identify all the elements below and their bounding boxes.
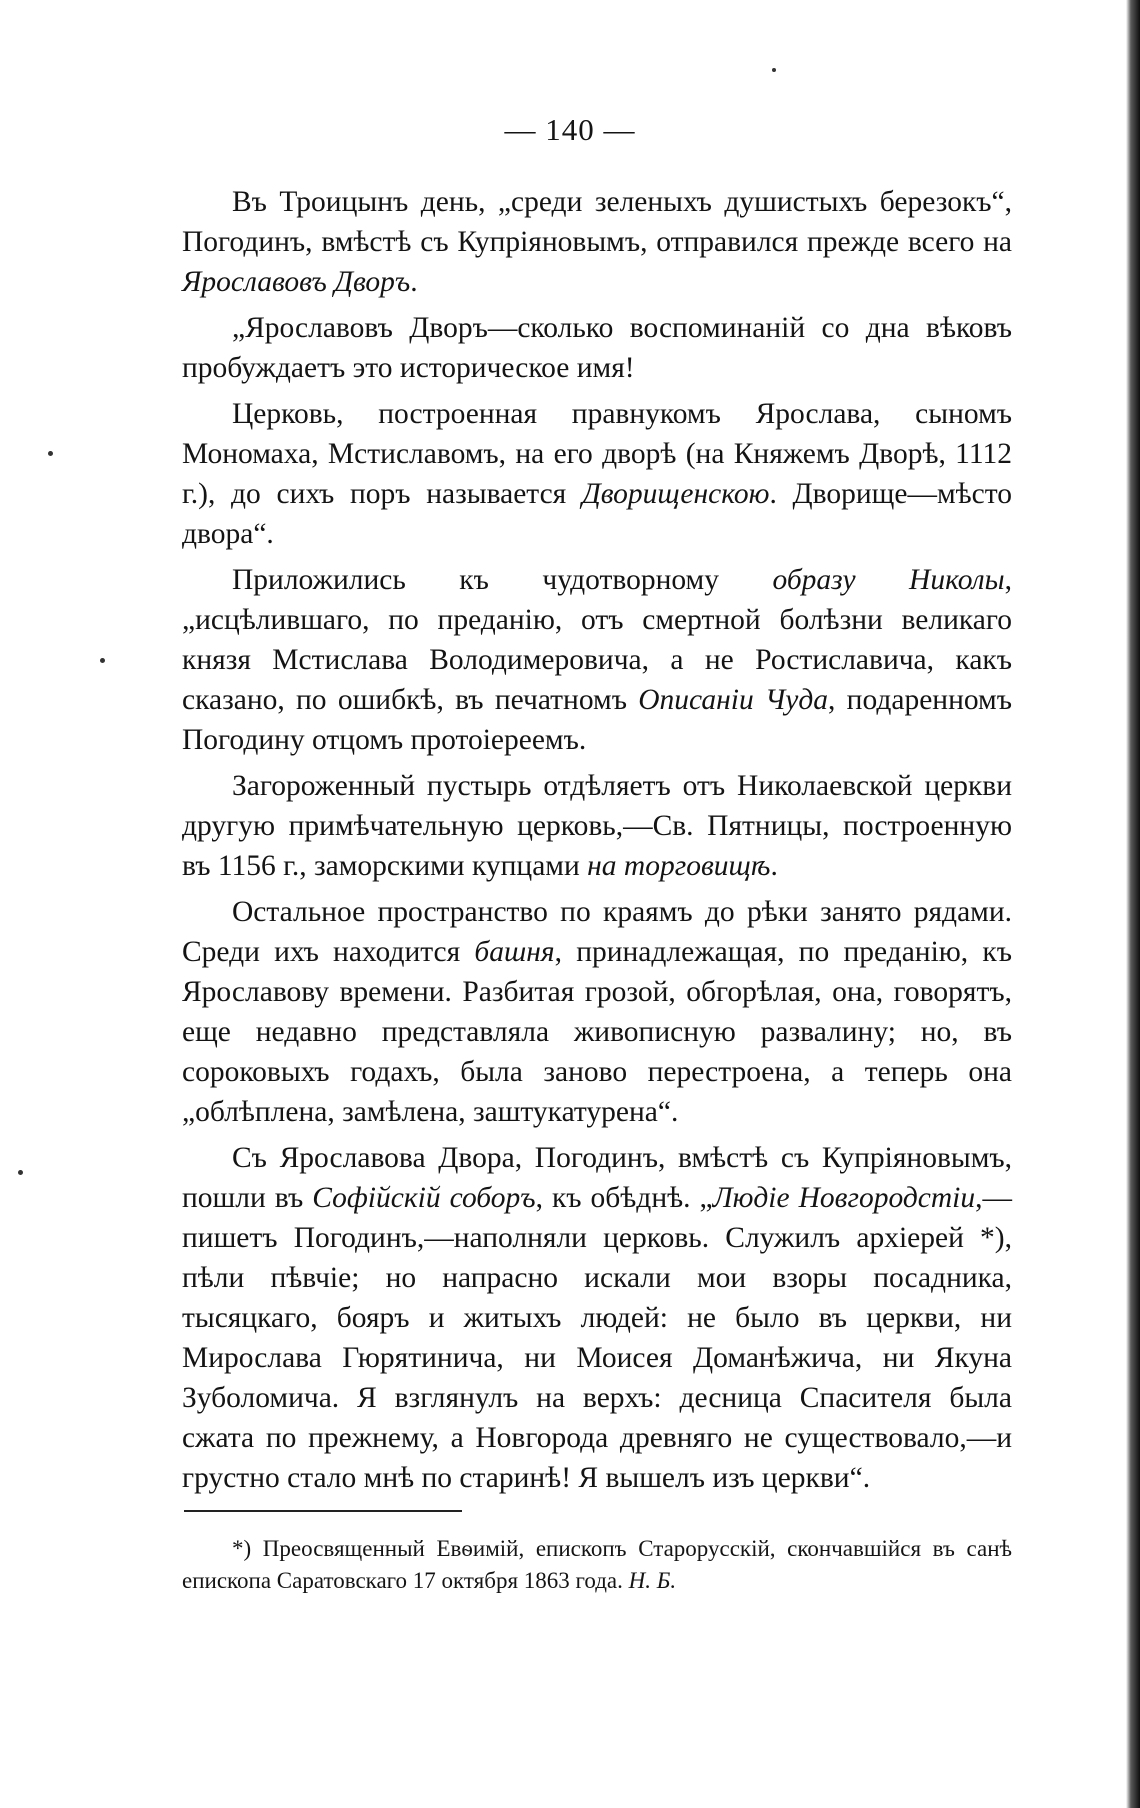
paragraph-7 [182, 1138, 1012, 1498]
page-number: — 140 — [504, 112, 636, 147]
text-run: Съ Ярославова Двора, Погодинъ, вмѣстѣ съ Купріяновымъ, пошли въ [182, 1142, 1012, 1214]
text-run: , принадлежащая, по преданію, къ Ярославову времени. Разбитая грозой, обгорѣлая, она, говорятъ, еще недавно представляла живописную развалину; но, въ сороковыхъ годахъ, была заново перестроена, а теперь она „облѣплена, замѣлена, заштукатурена“. [182, 936, 1012, 1128]
text-run: , „исцѣлившаго, по преданію, отъ смертной болѣзни великаго князя Мстислава Володимеровича, а не Ростиславича, какъ сказано, по ошибкѣ, въ печатномъ [182, 564, 1012, 716]
italic-text-run: Софійскій соборъ [312, 1182, 536, 1214]
page-edge-shadow [1126, 0, 1140, 1808]
footnote [182, 1533, 1012, 1597]
italic-text-run: Дворищенскою [581, 478, 770, 510]
scan-speck [772, 68, 776, 72]
paragraph-3 [182, 394, 1012, 554]
footnote-divider [184, 1510, 462, 1512]
text-run: Остальное пространство по краямъ до рѣки занято рядами. Среди ихъ находится [182, 896, 1012, 968]
scan-speck [100, 658, 105, 663]
paragraph-1 [182, 182, 1012, 302]
italic-text-run: образу Николы [772, 564, 1005, 596]
text-run: „Ярославовъ Дворъ—сколько воспоминаній со дна вѣковъ пробуждаетъ это историческое имя! [182, 312, 1012, 384]
italic-text-run: Людіе Новгородстіи [712, 1182, 976, 1214]
text-run: Церковь, построенная правнукомъ Ярослава, сыномъ Мономаха, Мстиславомъ, на его дворѣ (на Княжемъ Дворѣ, 1112 г.), до сихъ поръ называется [182, 398, 1012, 510]
scan-speck [18, 1170, 23, 1175]
scan-speck [48, 451, 53, 456]
italic-text-run: на торговищѣ [587, 850, 771, 882]
text-run: Загороженный пустырь отдѣляетъ отъ Николаевской церкви другую примѣчательную церковь,—Св. Пятницы, построенную въ 1156 г., заморскими купцами [182, 770, 1012, 882]
italic-text-run: Н. Б. [628, 1568, 677, 1593]
text-run: ,—пишетъ Погодинъ,—наполняли церковь. Служилъ архіерей *), пѣли пѣвчіе; но напрасно искали мои взоры посадника, тысяцкаго, бояръ и житыхъ людей: не было въ церкви, ни Мирослава Гюрятинича, ни Моисея Доманѣжича, ни Якуна Зуболомича. Я взглянулъ на верхъ: десница Спасителя была сжата по прежнему, а Новгорода древняго не существовало,—и грустно стало мнѣ по старинѣ! Я вышелъ изъ церкви“. [182, 1182, 1012, 1494]
text-run: *) Преосвященный Евѳимій, епископъ Старорусскій, скончавшійся въ санѣ епископа Саратовскаго 17 октября 1863 года. [182, 1536, 1012, 1593]
paragraph-5 [182, 766, 1012, 886]
text-run: Приложились къ чудотворному [232, 564, 773, 596]
text-run: , къ обѣднѣ. „ [535, 1182, 713, 1214]
text-run: . [410, 266, 418, 298]
text-run: . [770, 850, 778, 882]
text-run: . Дворище—мѣсто двора“. [182, 478, 1012, 550]
italic-text-run: Описаніи Чуда [638, 684, 828, 716]
text-run: Въ Троицынъ день, „среди зеленыхъ душистыхъ березокъ“, Погодинъ, вмѣстѣ съ Купріяновымъ, отправился прежде всего на [182, 186, 1012, 258]
text-run: , подаренномъ Погодину отцомъ протоіереемъ. [182, 684, 1012, 756]
paragraph-2 [182, 308, 1012, 388]
italic-text-run: Ярославовъ Дворъ [182, 266, 411, 298]
italic-text-run: башня [474, 936, 555, 968]
main-text [182, 182, 1012, 1504]
paragraph-6 [182, 892, 1012, 1132]
paragraph-4 [182, 560, 1012, 760]
